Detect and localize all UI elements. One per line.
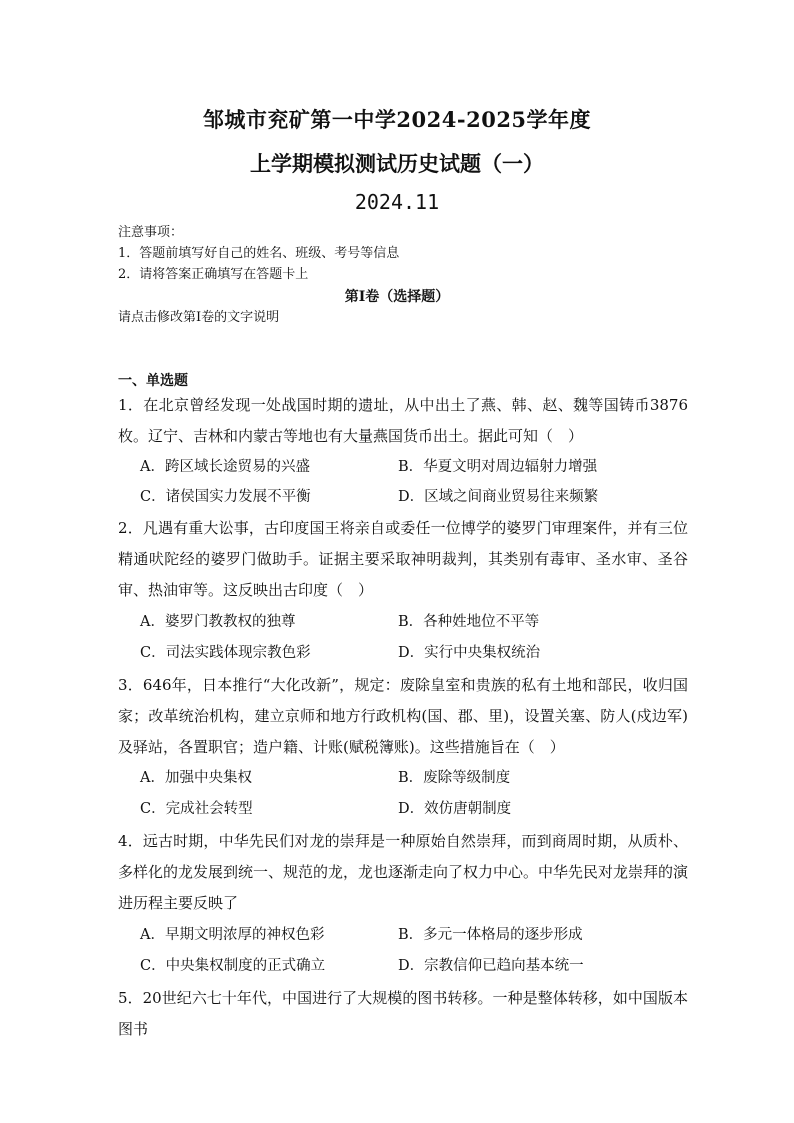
exam-title: 邹城市兖矿第一中学2024-2025学年度 — [202, 107, 592, 132]
option-b: B．华夏文明对周边辐射力增强 — [398, 459, 598, 475]
option-b: B．各种姓地位不平等 — [398, 614, 540, 630]
option-c: C．中央集权制度的正式确立 — [140, 958, 326, 974]
option-a: A．早期文明浓厚的神权色彩 — [140, 927, 325, 943]
option-a: A．加强中央集权 — [140, 770, 252, 786]
exam-date: 2024.11 — [354, 190, 440, 214]
option-d: D．效仿唐朝制度 — [398, 801, 512, 817]
question-stem: 3．646年，日本推行“大化改新”，规定：废除皇室和贵族的私有土地和部民，收归国家；改革统治机构，建立京师和地方行政机构(国、郡、里)，设置关塞、防人(戍边军)及驿站，各置职官；造户籍、计账(赋税簿账)。这些措施旨在（ ） — [118, 676, 688, 756]
question-stem: 2．凡遇有重大讼事，古印度国王将亲自或委任一位博学的婆罗门审理案件，并有三位精通吠陀经的婆罗门做助手。证据主要采取神明裁判，其类别有毒审、圣水审、圣谷审、热油审等。这反映出古印度（ ） — [118, 519, 688, 599]
option-b: B．多元一体格局的逐步形成 — [398, 927, 583, 943]
section-title: 一、单选题 — [118, 373, 188, 389]
notes-item: 2．请将答案正确填写在答题卡上 — [118, 267, 309, 282]
exam-subtitle: 上学期模拟测试历史试题（一） — [250, 151, 544, 176]
question-stem: 5．20世纪六七十年代，中国进行了大规模的图书转移。一种是整体转移，如中国版本图书 — [118, 989, 688, 1038]
part-description: 请点击修改第I卷的文字说明 — [118, 310, 280, 325]
option-c: C．完成社会转型 — [140, 801, 253, 817]
option-a: A．婆罗门教教权的独尊 — [140, 614, 296, 630]
option-d: D．区域之间商业贸易往来频繁 — [398, 489, 599, 505]
option-c: C．诸侯国实力发展不平衡 — [140, 489, 311, 505]
option-d: D．宗教信仰已趋向基本统一 — [398, 958, 584, 974]
option-d: D．实行中央集权统治 — [398, 645, 541, 661]
option-b: B．废除等级制度 — [398, 770, 511, 786]
option-a: A．跨区域长途贸易的兴盛 — [140, 459, 310, 475]
notes-item: 1．答题前填写好自己的姓名、班级、考号等信息 — [118, 246, 400, 261]
option-c: C．司法实践体现宗教色彩 — [140, 645, 311, 661]
question-stem: 4．远古时期，中华先民们对龙的崇拜是一种原始自然崇拜，而到商周时期，从质朴、多样化的龙发展到统一、规范的龙，龙也逐渐走向了权力中心。中华先民对龙崇拜的演进历程主要反映了 — [118, 832, 689, 912]
part-title: 第I卷（选择题） — [344, 289, 450, 305]
notes-heading: 注意事项： — [118, 225, 184, 240]
question-stem: 1．在北京曾经发现一处战国时期的遗址，从中出土了燕、韩、赵、魏等国铸币3876枚。辽宁、吉林和内蒙古等地也有大量燕国货币出土。据此可知（ ） — [118, 396, 688, 445]
